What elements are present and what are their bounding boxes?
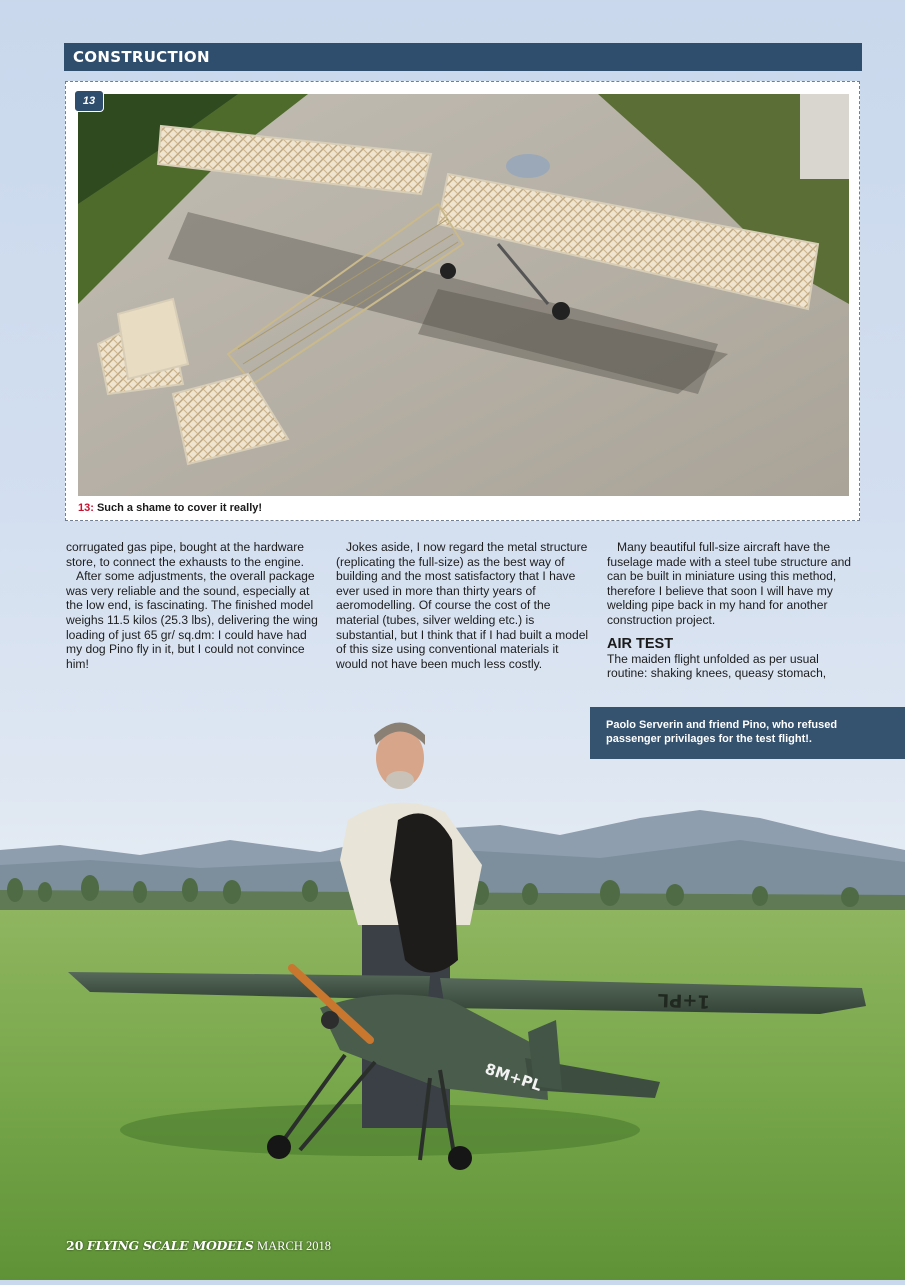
paragraph: corrugated gas pipe, bought at the hardware store, to connect the exhausts to the engine.	[66, 540, 305, 569]
paragraph: Jokes aside, I now regard the metal structure (replicating the full-size) as the best way of building and the most satisfactory that I have ever used in more than thirty years of aeromodelling. Of course the cost of the material (tubes, silver welding etc.) is substantial, but I think that if I had built a model of this size using conventional materials it would not have been much less costly.	[336, 540, 589, 671]
text-column-3	[607, 540, 861, 681]
page-footer	[66, 1238, 331, 1254]
paragraph: The maiden flight unfolded as per usual routine: shaking knees, queasy stomach,	[607, 651, 827, 681]
photo-callout-text: Paolo Serverin and friend Pino, who refused passenger privilages for the test flight!.	[606, 719, 838, 745]
figure-13-frame	[65, 81, 860, 521]
section-title: CONSTRUCTION	[73, 48, 210, 66]
issue-date: MARCH 2018	[257, 1239, 331, 1253]
magazine-title: FLYING SCALE MODELS	[86, 1238, 254, 1253]
field-photo	[0, 690, 905, 1280]
figure-caption-number: 13:	[78, 502, 94, 514]
airframe-photo	[78, 94, 849, 496]
aircraft-fuselage-code: 8M+PL	[482, 1059, 544, 1095]
subheading-air-test: AIR TEST	[607, 635, 674, 652]
paragraph: Many beautiful full-size aircraft have the fuselage made with a steel tube structure and can be built in miniature using this method, therefore I believe that soon I will have my welding pipe back in my hand for another construction project.	[607, 540, 852, 627]
aircraft-wing-code: 1+PL	[657, 988, 711, 1012]
section-header	[64, 43, 862, 71]
text-column-2	[336, 540, 590, 671]
page-number: 20	[66, 1238, 84, 1253]
figure-caption	[78, 502, 262, 514]
paragraph: After some adjustments, the overall package was very reliable and the sound, especially at the low end, is fascinating. The finished model weighs 11.5 kilos (25.3 lbs), delivering the wing loading of just 65 gr/ sq.dm: I could have had my dog Pino fly in it, but I could not convince him!	[66, 569, 318, 671]
airframe-photo-illustration	[78, 94, 849, 496]
figure-number-badge: 13	[74, 90, 104, 112]
text-column-1	[66, 540, 320, 671]
photo-callout	[590, 707, 905, 759]
field-photo-illustration	[0, 690, 905, 1280]
figure-caption-text: Such a shame to cover it really!	[93, 502, 263, 514]
